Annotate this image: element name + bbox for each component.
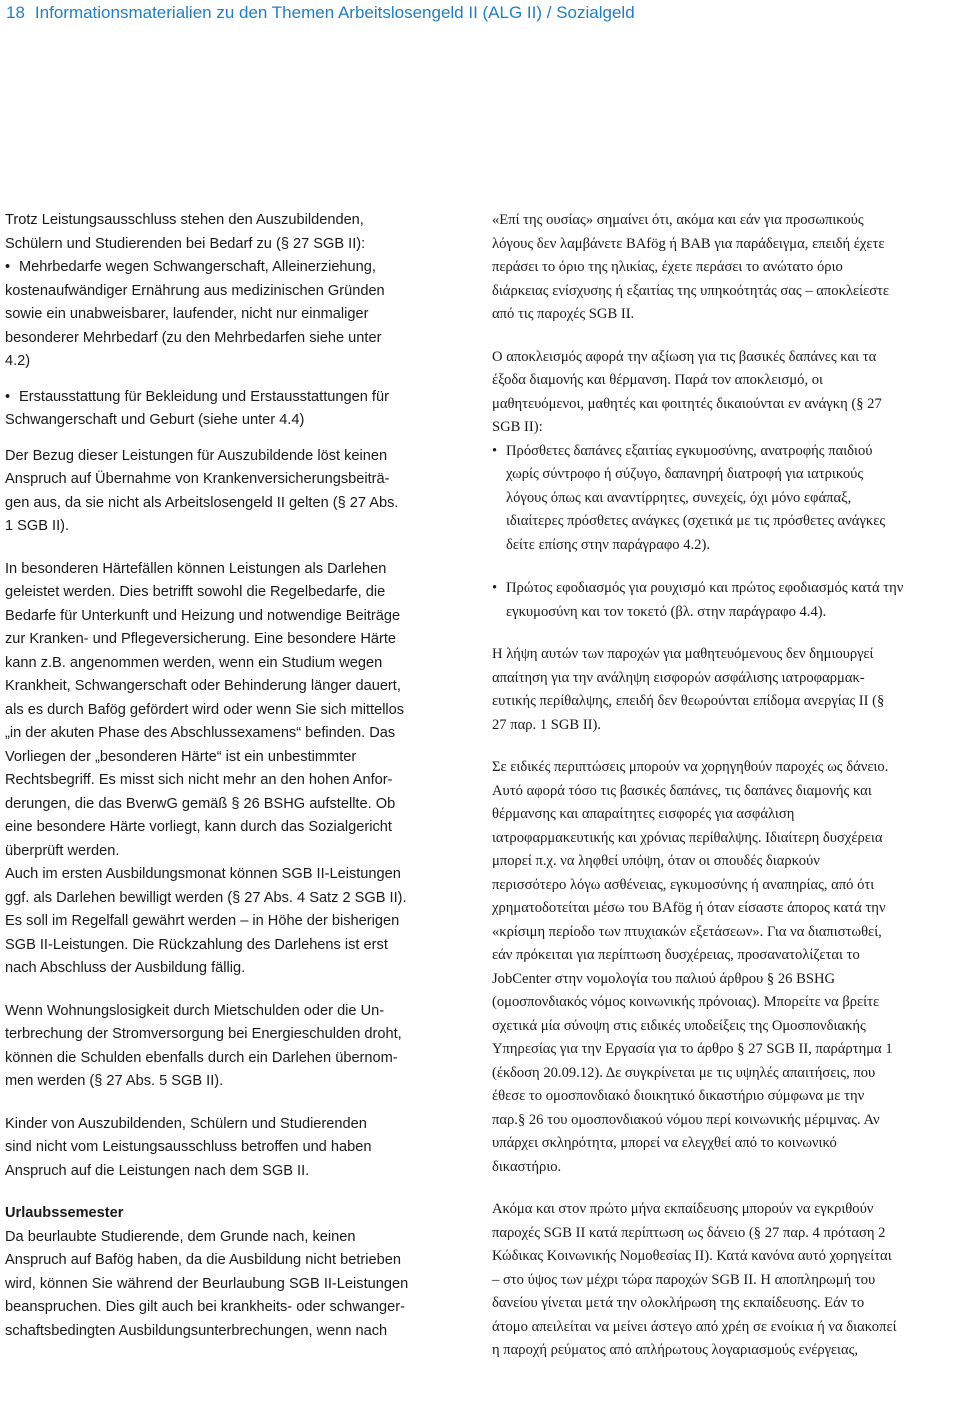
el-para-akoma (492, 1198, 954, 1363)
de-bullet-1-text (5, 256, 471, 374)
text-line: überprüft werden. (5, 842, 120, 859)
el-bullet-1-text (492, 440, 954, 558)
text-line: Πρόσθετες δαπάνες εξαιτίας εγκυμοσύνης, ανατροφής παιδιού (506, 442, 873, 459)
text-line: besonderer Mehrbedarf (zu den Mehrbedarfen siehe unter (5, 329, 382, 346)
text-line: terbrechung der Stromversorgung bei Energieschulden droht, (5, 1026, 402, 1042)
de-bullet-mehrbedarfe (5, 256, 471, 374)
de-para-urlaub (5, 1226, 471, 1344)
de-bullet-erstausstattung (5, 386, 471, 433)
text-line: εάν πρόκειται για περίπτωση δυσχέρειας, προσανατολίζεται το (492, 947, 860, 963)
text-line: δείτε επίσης στην παράγραφο 4.2). (506, 536, 710, 553)
text-line: gen aus, da sie nicht als Arbeitslosengeld II gelten (§ 27 Abs. (5, 494, 399, 511)
text-line: η παροχή ρεύματος από απλήρωτους λογαριασμούς ενέργειας, (492, 1342, 859, 1358)
de-para-kinder (5, 1113, 471, 1184)
text-line: Υπηρεσίας για την Εργασία για το άρθρο § 27 SGB II, παράρτημα 1 (492, 1041, 893, 1057)
text-line: Αυτό αφορά τόσο τις βασικές δαπάνες, τις δαπάνες διαμονής και (492, 782, 872, 799)
text-line: απαίτηση για την ανάληψη εισφορών ασφάλισης ιατροφαρμακ- (492, 669, 865, 686)
text-line: λόγους δεν λαμβάνετε BAfög ή BAB για παράδειγμα, επειδή έχετε (492, 235, 885, 252)
text-line: kann z.B. angenommen werden, wenn ein Studium wegen (5, 654, 383, 671)
text-line: Trotz Leistungsausschluss stehen den Auszubildenden, (5, 212, 364, 228)
text-line: eine besondere Härte vorliegt, kann durch das Sozialgericht (5, 819, 392, 835)
text-line: können die Schulden ebenfalls durch ein Darlehen übernom- (5, 1049, 398, 1066)
text-line: δικαστήριο. (492, 1158, 562, 1175)
text-line: beanspruchen. Dies gilt auch bei krankheits- oder schwanger- (5, 1299, 405, 1315)
text-line: Ακόμα και στον πρώτο μήνα εκπαίδευσης μπορούν να εγκριθούν (492, 1201, 874, 1217)
text-line: μπορεί π.χ. να ληφθεί υπόψη, όταν οι σπουδές διαρκούν (492, 853, 820, 869)
text-line: Mehrbedarfe wegen Schwangerschaft, Alleinerziehung, (19, 259, 376, 275)
text-line: Ο αποκλεισμός αφορά την αξίωση για τις βασικές δαπάνες και τα (492, 348, 877, 365)
text-line: έξοδα διαμονής και θέρμανση. Παρά τον αποκλεισμό, οι (492, 372, 823, 388)
text-line: 27 παρ. 1 SGB II). (492, 716, 602, 733)
text-line: Bedarfe für Unterkunft und Heizung und notwendige Beiträge (5, 607, 401, 624)
el-bullet-dapanes (492, 440, 954, 558)
el-bullet-2-text (492, 577, 954, 624)
text-line: sind nicht vom Leistungsausschluss betroffen und haben (5, 1139, 372, 1155)
text-line: ιδιαίτερες πρόσθετες ανάγκες (σχετικά με τις πρόσθετες ανάγκες (506, 513, 886, 529)
text-line: 1 SGB II). (5, 518, 70, 534)
el-para-apokleismos (492, 346, 954, 440)
bullet-icon: • (5, 259, 11, 275)
page-header (6, 2, 956, 24)
text-line: Da beurlaubte Studierende, dem Grunde nach, keinen (5, 1228, 356, 1245)
de-intro (5, 209, 471, 256)
bullet-icon: • (5, 388, 11, 405)
de-heading-urlaubssemester: Urlaubssemester (5, 1205, 124, 1221)
text-line: Anspruch auf die Leistungen nach dem SGB II. (5, 1162, 310, 1179)
text-line: έθεσε το ομοσπονδιακό διοικητικό δικαστήριο σύμφωνα με την (492, 1088, 865, 1104)
text-line: Krankheit, Schwangerschaft oder Behinderung länger dauert, (5, 678, 401, 694)
text-line: από τις παροχές SGB II. (492, 306, 635, 322)
text-line: άτομο απειλείται να μείνει άστεγο από χρέη σε ενοίκια ή να διακοπεί (492, 1318, 897, 1335)
text-line: Auch im ersten Ausbildungsmonat können SGB II-Leistungen (5, 866, 401, 882)
el-bullet-efodiasmos (492, 577, 954, 624)
text-line: Schülern und Studierenden bei Bedarf zu (§ 27 SGB II): (5, 235, 366, 252)
de-para-haerte (5, 558, 471, 981)
text-line: (έκδοση 20.09.12). Δε συγκρίνεται με τις υψηλές απαιτήσεις, που (492, 1064, 876, 1081)
text-line: διάρκειας ενίσχυσης ή εξαιτίας της υπηκοότητάς σας – αποκλείεστε (492, 282, 890, 299)
text-line: χωρίς σύντροφο ή σύζυγο, δαπανηρή διατροφή για ιατρικούς (506, 466, 864, 482)
text-line: Vorliegen der „besonderen Härte“ ist ein unbestimmter (5, 748, 357, 765)
text-line: sowie ein unabweisbarer, laufender, nicht nur einmaliger (5, 306, 369, 322)
text-line: μαθητευόμενοι, μαθητές και φοιτητές δικαιούνται εν ανάγκη (§ 27 (492, 395, 882, 412)
text-line: παροχές SGB II κατά περίπτωση ως δάνειο (§ 27 παρ. 4 πρόταση 2 (492, 1224, 886, 1241)
text-line: „in der akuten Phase des Abschlussexamens“ befinden. Das (5, 725, 396, 741)
text-line: kostenaufwändiger Ernährung aus medizinischen Gründen (5, 282, 385, 299)
text-line: derungen, die das BverwG gemäß § 26 BSHG aufstellte. Ob (5, 795, 396, 812)
de-para-wohnung (5, 1000, 471, 1094)
text-line: Es soll im Regelfall gewährt werden – in Höhe der bisherigen (5, 913, 400, 929)
text-line: εγκυμοσύνη και τον τοκετό (βλ. στην παράγραφο 4.4). (506, 603, 827, 620)
text-line: Kinder von Auszubildenden, Schülern und Studierenden (5, 1115, 367, 1132)
text-line: περάσει το όριο της ηλικίας, έχετε περάσει το ανώτατο όριο (492, 259, 843, 275)
text-line: Rechtsbegriff. Es misst sich nicht mehr an den hohen Anfor- (5, 772, 393, 788)
text-line: – στο ύψος των μέχρι τώρα παροχών SGB II. Η αποπληρωμή του (492, 1271, 876, 1288)
text-line: Anspruch auf Übernahme von Krankenversicherungsbeiträ- (5, 471, 390, 487)
text-line: (ομοσπονδιακός νόμος κοινωνικής πρόνοιας). Μπορείτε να βρείτε (492, 994, 880, 1010)
el-para-lipsi (492, 643, 954, 737)
text-line: SGB II): (492, 419, 543, 435)
text-line: schaftsbedingten Ausbildungsunterbrechungen, wenn nach (5, 1322, 388, 1339)
text-line: σχετικά μία σύνοψη στις ειδικές υποδείξεις της Ομοσπονδιακής (492, 1017, 866, 1034)
text-line: λόγους όπως και αναντίρρητες, συνεχείς, όχι μόνο εφάπαξ, (506, 489, 852, 506)
bullet-icon: • (492, 580, 498, 596)
text-line: JobCenter στην νομολογία του παλιού άρθρου § 26 BSHG (492, 970, 836, 987)
text-line: als es durch Bafög gefördert wird oder wenn Sie sich mittellos (5, 701, 405, 718)
text-line: «κρίσιμη περίοδο των πτυχιακών εξετάσεων». Για να διαπιστωθεί, (492, 923, 882, 940)
text-line: Η λήψη αυτών των παροχών για μαθητευόμενους δεν δημιουργεί (492, 646, 874, 662)
text-line: παρ.§ 26 του ομοσπονδιακού νόμου περί κοινωνικής μέριμνας. Αν (492, 1111, 880, 1128)
text-line: Anspruch auf Bafög haben, da die Ausbildung nicht betrieben (5, 1252, 401, 1268)
text-line: 4.2) (5, 353, 31, 369)
text-line: Schwangerschaft und Geburt (siehe unter 4.4) (5, 412, 305, 428)
el-para-eidikes (492, 756, 954, 1179)
text-line: Κώδικας Κοινωνικής Νομοθεσίας II). Κατά κανόνα αυτό χορηγείται (492, 1248, 892, 1264)
de-para-bezug (5, 445, 471, 539)
page-number: 18 (6, 3, 25, 22)
text-line: υπάρχει σκληρότητα, μπορεί να ελεγχθεί από το κοινωνικό (492, 1135, 837, 1151)
text-line: χρηματοδοτείται μέσω του BAfög ή όταν είσαστε άπορος κατά την (492, 900, 886, 916)
text-line: θέρμανσης και απαραίτητες εισφορές για ασφάλιση (492, 806, 795, 822)
el-para-ousias (492, 209, 954, 327)
text-line: Πρώτος εφοδιασμός για ρουχισμό και πρώτος εφοδιασμός κατά την (506, 580, 904, 596)
text-line: Der Bezug dieser Leistungen für Auszubildende löst keinen (5, 447, 388, 464)
de-bullet-2-text (5, 386, 471, 433)
text-line: ευτικής περίθαλψης, επειδή δεν θεωρούνται επίδομα ανεργίας II (§ (492, 693, 885, 709)
text-line: «Επί της ουσίας» σημαίνει ότι, ακόμα και εάν για προσωπικούς (492, 212, 864, 228)
text-line: ιατροφαρμακευτικής και χρόνιας περίθαλψης. Ιδιαίτερη δυσχέρεια (492, 829, 883, 846)
text-line: Erstausstattung für Bekleidung und Erstausstattungen für (19, 388, 389, 405)
text-line: Σε ειδικές περιπτώσεις μπορούν να χορηγηθούν παροχές ως δάνειο. (492, 759, 889, 775)
text-line: men werden (§ 27 Abs. 5 SGB II). (5, 1073, 224, 1089)
text-line: geleistet werden. Dies betrifft sowohl die Regelbedarfe, die (5, 584, 386, 600)
text-line: In besonderen Härtefällen können Leistungen als Darlehen (5, 560, 387, 577)
text-line: ggf. als Darlehen bewilligt werden (§ 27 Abs. 4 Satz 2 SGB II). (5, 889, 407, 906)
german-column (5, 209, 471, 1343)
greek-column (492, 209, 954, 1363)
text-line: zur Kranken- und Pflegeversicherung. Eine besondere Härte (5, 631, 397, 647)
text-line: Wenn Wohnungslosigkeit durch Mietschulden oder die Un- (5, 1002, 385, 1019)
page-header-title: Informationsmaterialien zu den Themen Arbeitslosengeld II (ALG II) / Sozialgeld (34, 3, 635, 22)
text-line: περισσότερο λόγω ασθένειας, εγκυμοσύνης ή αναπηρίας, από ότι (492, 876, 875, 893)
text-line: wird, können Sie während der Beurlaubung SGB II-Leistungen (5, 1275, 409, 1292)
bullet-icon: • (492, 442, 498, 459)
text-line: SGB II-Leistungen. Die Rückzahlung des Darlehens ist erst (5, 936, 388, 953)
text-line: nach Abschluss der Ausbildung fällig. (5, 960, 246, 976)
text-line: δανείου γίνεται μετά την ολοκλήρωση της εκπαίδευσης. Εάν το (492, 1295, 865, 1311)
